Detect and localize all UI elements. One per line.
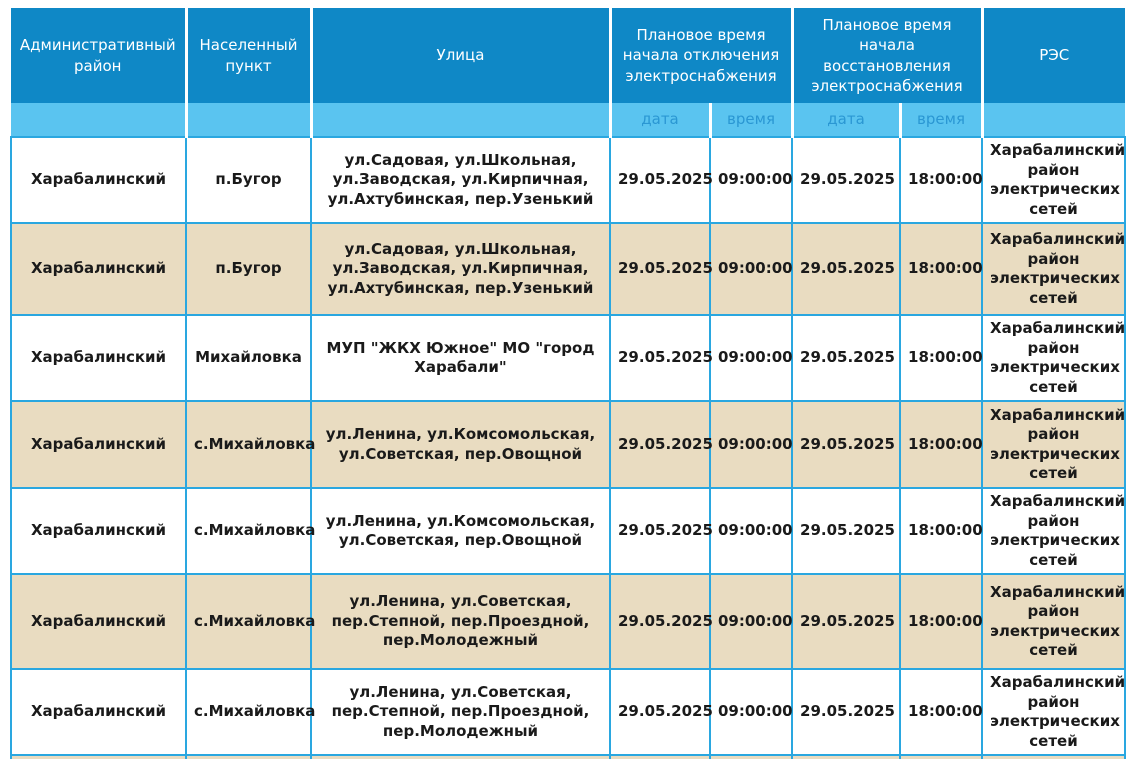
cell-restore-time: 18:00:00 (900, 488, 982, 574)
cell-res: Харабалинский район электрических сетей (982, 401, 1125, 488)
header-outage-start: Плановое время начала отключения электроснабжения (610, 8, 792, 103)
cell-res: Харабалинский район электрических сетей (982, 669, 1125, 755)
table-row (11, 574, 1125, 669)
cell-district: Харабалинский (11, 137, 186, 223)
cell-restore-time: 18:00:00 (900, 574, 982, 669)
cell-res: Харабалинский район электрических сетей (982, 223, 1125, 315)
table-row (11, 137, 1125, 223)
cell-street: ул.Ленина, ул.Комсомольская, ул.Советская, пер.Овощной (311, 488, 610, 574)
cell-district: Харабалинский (11, 488, 186, 574)
subheader-restore-date: дата (792, 103, 900, 137)
cell-district: Харабалинский (11, 401, 186, 488)
cell-restore-date: 29.05.2025 (792, 488, 900, 574)
table-row (11, 488, 1125, 574)
cell-outage-date: 29.05.2025 (610, 137, 710, 223)
cell-outage-time: 09:00:00 (710, 401, 792, 488)
cell-street: МУП "ЖКХ Южное" МО "город Харабали" (311, 315, 610, 401)
table-row (11, 755, 1125, 759)
subheader-restore-time: время (900, 103, 982, 137)
subheader-empty-res (982, 103, 1125, 137)
cell-street: ул.Садовая, ул.Школьная, ул.Заводская, ул.Кирпичная, ул.Ахтубинская, пер.Узенький (311, 137, 610, 223)
cell-district: Харабалинский (11, 574, 186, 669)
cell-restore-time: 18:00:00 (900, 401, 982, 488)
cell-res: Харабалинский район электрических сетей (982, 315, 1125, 401)
cell-outage-date (610, 755, 710, 759)
cell-restore-time: 18:00:00 (900, 223, 982, 315)
cell-outage-date: 29.05.2025 (610, 669, 710, 755)
subheader-outage-time: время (710, 103, 792, 137)
header-settlement: Населенный пункт (186, 8, 311, 103)
cell-restore-date: 29.05.2025 (792, 574, 900, 669)
cell-res (982, 755, 1125, 759)
cell-street (311, 755, 610, 759)
cell-settlement: п.Бугор (186, 137, 311, 223)
cell-res: Харабалинский район электрических сетей (982, 137, 1125, 223)
header-restore-start: Плановое время начала восстановления электроснабжения (792, 8, 982, 103)
cell-restore-date: 29.05.2025 (792, 401, 900, 488)
cell-outage-date: 29.05.2025 (610, 574, 710, 669)
header-row-sub (11, 103, 1125, 137)
cell-settlement: с.Михайловка (186, 488, 311, 574)
cell-district: Харабалинский (11, 223, 186, 315)
table-header (11, 8, 1125, 137)
cell-district: Харабалинский (11, 669, 186, 755)
cell-restore-time (900, 755, 982, 759)
header-row-main (11, 8, 1125, 103)
subheader-empty-settlement (186, 103, 311, 137)
table-row (11, 401, 1125, 488)
subheader-empty-district (11, 103, 186, 137)
header-res: РЭС (982, 8, 1125, 103)
cell-outage-date: 29.05.2025 (610, 401, 710, 488)
cell-res: Харабалинский район электрических сетей (982, 488, 1125, 574)
cell-settlement (186, 755, 311, 759)
planned-outage-table (10, 8, 1126, 759)
cell-settlement: Михайловка (186, 315, 311, 401)
header-district: Административный район (11, 8, 186, 103)
cell-outage-date: 29.05.2025 (610, 488, 710, 574)
cell-settlement: с.Михайловка (186, 401, 311, 488)
cell-outage-time: 09:00:00 (710, 669, 792, 755)
cell-restore-time: 18:00:00 (900, 315, 982, 401)
cell-outage-time: 09:00:00 (710, 488, 792, 574)
table-body (11, 137, 1125, 759)
cell-restore-date: 29.05.2025 (792, 223, 900, 315)
cell-district: Харабалинский (11, 315, 186, 401)
cell-outage-time: 09:00:00 (710, 223, 792, 315)
cell-street: ул.Садовая, ул.Школьная, ул.Заводская, ул.Кирпичная, ул.Ахтубинская, пер.Узенький (311, 223, 610, 315)
subheader-empty-street (311, 103, 610, 137)
cell-outage-time (710, 755, 792, 759)
cell-district (11, 755, 186, 759)
cell-outage-time: 09:00:00 (710, 137, 792, 223)
cell-outage-date: 29.05.2025 (610, 223, 710, 315)
cell-settlement: п.Бугор (186, 223, 311, 315)
cell-street: ул.Ленина, ул.Советская, пер.Степной, пер.Проездной, пер.Молодежный (311, 669, 610, 755)
cell-restore-date: 29.05.2025 (792, 669, 900, 755)
cell-restore-date (792, 755, 900, 759)
cell-outage-time: 09:00:00 (710, 315, 792, 401)
cell-restore-date: 29.05.2025 (792, 137, 900, 223)
table-row (11, 223, 1125, 315)
table-row (11, 315, 1125, 401)
table-row (11, 669, 1125, 755)
cell-street: ул.Ленина, ул.Советская, пер.Степной, пер.Проездной, пер.Молодежный (311, 574, 610, 669)
cell-settlement: с.Михайловка (186, 669, 311, 755)
cell-outage-time: 09:00:00 (710, 574, 792, 669)
cell-outage-date: 29.05.2025 (610, 315, 710, 401)
cell-restore-time: 18:00:00 (900, 669, 982, 755)
cell-street: ул.Ленина, ул.Комсомольская, ул.Советская, пер.Овощной (311, 401, 610, 488)
header-street: Улица (311, 8, 610, 103)
cell-settlement: с.Михайловка (186, 574, 311, 669)
subheader-outage-date: дата (610, 103, 710, 137)
cell-res: Харабалинский район электрических сетей (982, 574, 1125, 669)
cell-restore-date: 29.05.2025 (792, 315, 900, 401)
cell-restore-time: 18:00:00 (900, 137, 982, 223)
